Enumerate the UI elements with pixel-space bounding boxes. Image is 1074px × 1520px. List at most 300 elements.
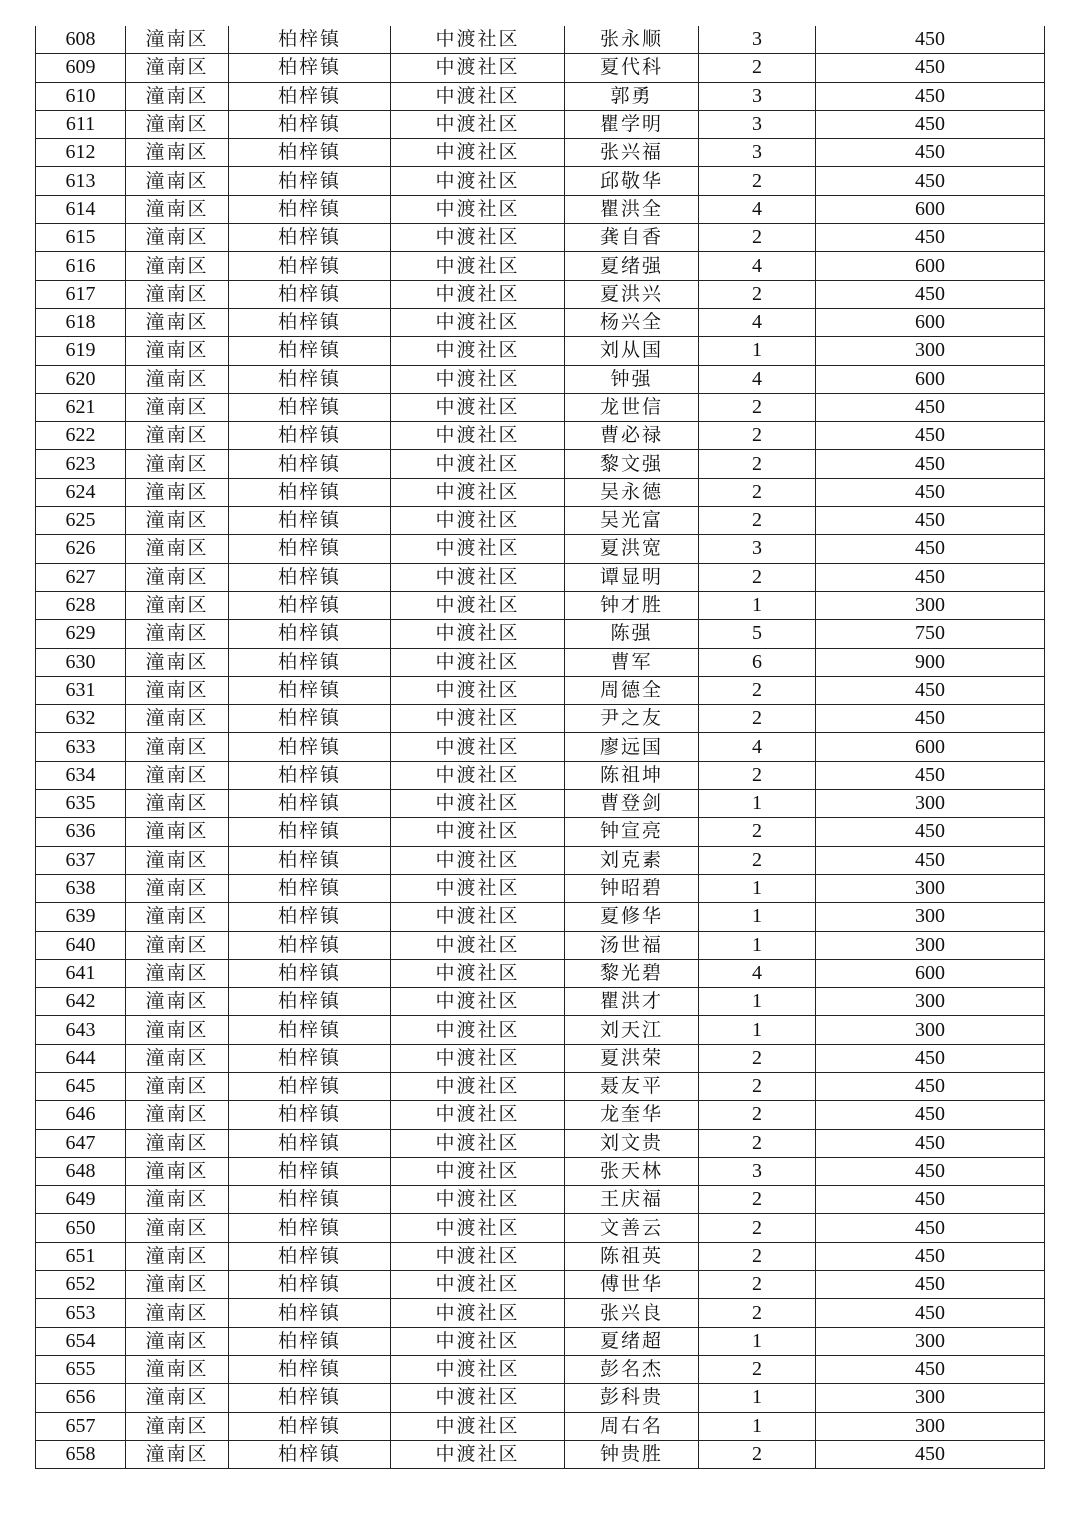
community-cell: 中渡社区 [391,705,565,733]
community-cell: 中渡社区 [391,280,565,308]
community-cell: 中渡社区 [391,620,565,648]
table-body [36,26,1045,1469]
row-number-cell: 643 [36,1016,126,1044]
amount-cell: 450 [816,110,1045,138]
row-number-cell: 654 [36,1327,126,1355]
name-cell: 曹登剑 [565,790,699,818]
town-cell: 柏梓镇 [229,252,391,280]
community-cell: 中渡社区 [391,167,565,195]
district-cell: 潼南区 [126,1157,229,1185]
household-size-cell: 2 [699,1072,816,1100]
table-row [36,252,1045,280]
amount-cell: 450 [816,1129,1045,1157]
name-cell: 陈强 [565,620,699,648]
town-cell: 柏梓镇 [229,705,391,733]
district-cell: 潼南区 [126,1129,229,1157]
community-cell: 中渡社区 [391,1242,565,1270]
table-row [36,1384,1045,1412]
name-cell: 钟贵胜 [565,1440,699,1468]
row-number-cell: 623 [36,450,126,478]
town-cell: 柏梓镇 [229,1214,391,1242]
amount-cell: 300 [816,1327,1045,1355]
name-cell: 夏修华 [565,903,699,931]
table-row [36,195,1045,223]
community-cell: 中渡社区 [391,110,565,138]
household-size-cell: 2 [699,507,816,535]
amount-cell: 300 [816,1412,1045,1440]
row-number-cell: 624 [36,478,126,506]
community-cell: 中渡社区 [391,1129,565,1157]
town-cell: 柏梓镇 [229,648,391,676]
row-number-cell: 647 [36,1129,126,1157]
town-cell: 柏梓镇 [229,280,391,308]
household-size-cell: 2 [699,1355,816,1383]
table-row [36,790,1045,818]
town-cell: 柏梓镇 [229,1044,391,1072]
table-row [36,648,1045,676]
community-cell: 中渡社区 [391,846,565,874]
row-number-cell: 610 [36,82,126,110]
amount-cell: 450 [816,1072,1045,1100]
amount-cell: 600 [816,195,1045,223]
district-cell: 潼南区 [126,988,229,1016]
town-cell: 柏梓镇 [229,790,391,818]
household-size-cell: 2 [699,54,816,82]
amount-cell: 450 [816,82,1045,110]
amount-cell: 900 [816,648,1045,676]
district-cell: 潼南区 [126,54,229,82]
name-cell: 张兴良 [565,1299,699,1327]
district-cell: 潼南区 [126,1412,229,1440]
household-size-cell: 2 [699,280,816,308]
household-size-cell: 2 [699,422,816,450]
name-cell: 瞿洪全 [565,195,699,223]
table-row [36,874,1045,902]
amount-cell: 450 [816,1299,1045,1327]
name-cell: 龙奎华 [565,1101,699,1129]
amount-cell: 450 [816,846,1045,874]
district-cell: 潼南区 [126,591,229,619]
community-cell: 中渡社区 [391,1101,565,1129]
amount-cell: 450 [816,54,1045,82]
household-size-cell: 2 [699,450,816,478]
table-row [36,1412,1045,1440]
amount-cell: 450 [816,563,1045,591]
row-number-cell: 641 [36,959,126,987]
district-cell: 潼南区 [126,1355,229,1383]
community-cell: 中渡社区 [391,54,565,82]
district-cell: 潼南区 [126,761,229,789]
household-size-cell: 2 [699,1242,816,1270]
table-row [36,1214,1045,1242]
amount-cell: 600 [816,959,1045,987]
town-cell: 柏梓镇 [229,1016,391,1044]
household-size-cell: 3 [699,139,816,167]
table-row [36,761,1045,789]
row-number-cell: 650 [36,1214,126,1242]
household-size-cell: 2 [699,705,816,733]
table-row [36,110,1045,138]
row-number-cell: 620 [36,365,126,393]
table-row [36,1016,1045,1044]
table-row [36,26,1045,54]
amount-cell: 450 [816,535,1045,563]
name-cell: 刘文贵 [565,1129,699,1157]
table-row [36,959,1045,987]
row-number-cell: 648 [36,1157,126,1185]
town-cell: 柏梓镇 [229,308,391,336]
district-cell: 潼南区 [126,648,229,676]
town-cell: 柏梓镇 [229,1242,391,1270]
name-cell: 夏绪超 [565,1327,699,1355]
row-number-cell: 657 [36,1412,126,1440]
household-size-cell: 2 [699,676,816,704]
town-cell: 柏梓镇 [229,1440,391,1468]
table-row [36,535,1045,563]
amount-cell: 750 [816,620,1045,648]
row-number-cell: 632 [36,705,126,733]
amount-cell: 450 [816,139,1045,167]
household-size-cell: 4 [699,195,816,223]
community-cell: 中渡社区 [391,26,565,54]
town-cell: 柏梓镇 [229,1327,391,1355]
name-cell: 廖远国 [565,733,699,761]
community-cell: 中渡社区 [391,195,565,223]
community-cell: 中渡社区 [391,224,565,252]
table-row [36,422,1045,450]
table-row [36,450,1045,478]
name-cell: 吴光富 [565,507,699,535]
amount-cell: 450 [816,1044,1045,1072]
row-number-cell: 628 [36,591,126,619]
table-row [36,846,1045,874]
household-size-cell: 2 [699,224,816,252]
household-size-cell: 6 [699,648,816,676]
row-number-cell: 638 [36,874,126,902]
household-size-cell: 2 [699,563,816,591]
town-cell: 柏梓镇 [229,733,391,761]
table-row [36,1271,1045,1299]
district-cell: 潼南区 [126,110,229,138]
district-cell: 潼南区 [126,252,229,280]
row-number-cell: 619 [36,337,126,365]
amount-cell: 300 [816,1384,1045,1412]
community-cell: 中渡社区 [391,1186,565,1214]
household-size-cell: 1 [699,931,816,959]
row-number-cell: 612 [36,139,126,167]
household-size-cell: 1 [699,1327,816,1355]
table-row [36,591,1045,619]
name-cell: 刘天江 [565,1016,699,1044]
town-cell: 柏梓镇 [229,365,391,393]
name-cell: 张兴福 [565,139,699,167]
community-cell: 中渡社区 [391,139,565,167]
district-cell: 潼南区 [126,1242,229,1270]
community-cell: 中渡社区 [391,591,565,619]
community-cell: 中渡社区 [391,1072,565,1100]
amount-cell: 450 [816,167,1045,195]
household-size-cell: 2 [699,167,816,195]
row-number-cell: 611 [36,110,126,138]
name-cell: 陈祖英 [565,1242,699,1270]
community-cell: 中渡社区 [391,1044,565,1072]
household-size-cell: 2 [699,478,816,506]
community-cell: 中渡社区 [391,1440,565,1468]
row-number-cell: 629 [36,620,126,648]
table-row [36,620,1045,648]
community-cell: 中渡社区 [391,365,565,393]
table-row [36,139,1045,167]
table-row [36,393,1045,421]
household-size-cell: 2 [699,1271,816,1299]
amount-cell: 300 [816,790,1045,818]
town-cell: 柏梓镇 [229,167,391,195]
amount-cell: 300 [816,988,1045,1016]
table-row [36,1101,1045,1129]
household-size-cell: 2 [699,1186,816,1214]
table-row [36,308,1045,336]
town-cell: 柏梓镇 [229,591,391,619]
community-cell: 中渡社区 [391,1271,565,1299]
district-cell: 潼南区 [126,478,229,506]
amount-cell: 450 [816,1214,1045,1242]
community-cell: 中渡社区 [391,931,565,959]
row-number-cell: 634 [36,761,126,789]
district-cell: 潼南区 [126,1214,229,1242]
town-cell: 柏梓镇 [229,1129,391,1157]
row-number-cell: 642 [36,988,126,1016]
household-size-cell: 2 [699,1440,816,1468]
row-number-cell: 649 [36,1186,126,1214]
amount-cell: 450 [816,761,1045,789]
community-cell: 中渡社区 [391,563,565,591]
town-cell: 柏梓镇 [229,337,391,365]
community-cell: 中渡社区 [391,308,565,336]
district-cell: 潼南区 [126,82,229,110]
district-cell: 潼南区 [126,1016,229,1044]
district-cell: 潼南区 [126,535,229,563]
town-cell: 柏梓镇 [229,224,391,252]
name-cell: 夏洪兴 [565,280,699,308]
district-cell: 潼南区 [126,1271,229,1299]
table-row [36,1157,1045,1185]
town-cell: 柏梓镇 [229,450,391,478]
name-cell: 张天林 [565,1157,699,1185]
table-row [36,82,1045,110]
district-cell: 潼南区 [126,1384,229,1412]
row-number-cell: 626 [36,535,126,563]
table-row [36,818,1045,846]
amount-cell: 450 [816,818,1045,846]
table-row [36,1327,1045,1355]
table-row [36,337,1045,365]
town-cell: 柏梓镇 [229,26,391,54]
town-cell: 柏梓镇 [229,478,391,506]
name-cell: 邱敬华 [565,167,699,195]
table-row [36,1044,1045,1072]
district-cell: 潼南区 [126,1101,229,1129]
town-cell: 柏梓镇 [229,761,391,789]
town-cell: 柏梓镇 [229,959,391,987]
row-number-cell: 644 [36,1044,126,1072]
town-cell: 柏梓镇 [229,1101,391,1129]
community-cell: 中渡社区 [391,393,565,421]
name-cell: 龙世信 [565,393,699,421]
name-cell: 瞿学明 [565,110,699,138]
table-row [36,1129,1045,1157]
district-cell: 潼南区 [126,790,229,818]
community-cell: 中渡社区 [391,1299,565,1327]
district-cell: 潼南区 [126,167,229,195]
district-cell: 潼南区 [126,450,229,478]
amount-cell: 600 [816,252,1045,280]
name-cell: 杨兴全 [565,308,699,336]
household-size-cell: 2 [699,393,816,421]
town-cell: 柏梓镇 [229,988,391,1016]
name-cell: 谭显明 [565,563,699,591]
row-number-cell: 618 [36,308,126,336]
amount-cell: 300 [816,903,1045,931]
community-cell: 中渡社区 [391,988,565,1016]
town-cell: 柏梓镇 [229,1186,391,1214]
row-number-cell: 630 [36,648,126,676]
table-row [36,988,1045,1016]
town-cell: 柏梓镇 [229,818,391,846]
amount-cell: 600 [816,733,1045,761]
community-cell: 中渡社区 [391,1157,565,1185]
district-cell: 潼南区 [126,1299,229,1327]
community-cell: 中渡社区 [391,1384,565,1412]
district-cell: 潼南区 [126,308,229,336]
row-number-cell: 651 [36,1242,126,1270]
district-cell: 潼南区 [126,676,229,704]
household-size-cell: 1 [699,1412,816,1440]
household-size-cell: 2 [699,1129,816,1157]
community-cell: 中渡社区 [391,450,565,478]
row-number-cell: 617 [36,280,126,308]
amount-cell: 450 [816,393,1045,421]
table-row [36,733,1045,761]
town-cell: 柏梓镇 [229,54,391,82]
household-size-cell: 1 [699,874,816,902]
community-cell: 中渡社区 [391,676,565,704]
row-number-cell: 615 [36,224,126,252]
district-cell: 潼南区 [126,959,229,987]
community-cell: 中渡社区 [391,1016,565,1044]
row-number-cell: 635 [36,790,126,818]
name-cell: 王庆福 [565,1186,699,1214]
amount-cell: 450 [816,26,1045,54]
allowance-table [35,26,1045,1469]
district-cell: 潼南区 [126,1072,229,1100]
amount-cell: 450 [816,1271,1045,1299]
district-cell: 潼南区 [126,733,229,761]
name-cell: 曹军 [565,648,699,676]
community-cell: 中渡社区 [391,1412,565,1440]
table-row [36,365,1045,393]
district-cell: 潼南区 [126,931,229,959]
town-cell: 柏梓镇 [229,1384,391,1412]
town-cell: 柏梓镇 [229,139,391,167]
household-size-cell: 2 [699,1044,816,1072]
row-number-cell: 646 [36,1101,126,1129]
household-size-cell: 1 [699,591,816,619]
row-number-cell: 653 [36,1299,126,1327]
name-cell: 陈祖坤 [565,761,699,789]
household-size-cell: 1 [699,1016,816,1044]
amount-cell: 450 [816,1186,1045,1214]
community-cell: 中渡社区 [391,648,565,676]
row-number-cell: 656 [36,1384,126,1412]
community-cell: 中渡社区 [391,478,565,506]
name-cell: 黎光碧 [565,959,699,987]
town-cell: 柏梓镇 [229,82,391,110]
amount-cell: 450 [816,705,1045,733]
household-size-cell: 2 [699,1299,816,1327]
name-cell: 黎文强 [565,450,699,478]
row-number-cell: 655 [36,1355,126,1383]
district-cell: 潼南区 [126,846,229,874]
name-cell: 尹之友 [565,705,699,733]
district-cell: 潼南区 [126,1440,229,1468]
name-cell: 刘克素 [565,846,699,874]
town-cell: 柏梓镇 [229,1355,391,1383]
table-row [36,1242,1045,1270]
household-size-cell: 3 [699,82,816,110]
household-size-cell: 3 [699,1157,816,1185]
community-cell: 中渡社区 [391,422,565,450]
name-cell: 钟强 [565,365,699,393]
amount-cell: 450 [816,1355,1045,1383]
name-cell: 郭勇 [565,82,699,110]
household-size-cell: 4 [699,733,816,761]
row-number-cell: 616 [36,252,126,280]
row-number-cell: 614 [36,195,126,223]
town-cell: 柏梓镇 [229,676,391,704]
district-cell: 潼南区 [126,903,229,931]
name-cell: 瞿洪才 [565,988,699,1016]
table-row [36,563,1045,591]
district-cell: 潼南区 [126,195,229,223]
community-cell: 中渡社区 [391,959,565,987]
community-cell: 中渡社区 [391,818,565,846]
district-cell: 潼南区 [126,393,229,421]
community-cell: 中渡社区 [391,1214,565,1242]
town-cell: 柏梓镇 [229,422,391,450]
town-cell: 柏梓镇 [229,563,391,591]
household-size-cell: 4 [699,308,816,336]
row-number-cell: 639 [36,903,126,931]
amount-cell: 300 [816,1016,1045,1044]
name-cell: 周右名 [565,1412,699,1440]
district-cell: 潼南区 [126,874,229,902]
table-row [36,903,1045,931]
name-cell: 周德全 [565,676,699,704]
household-size-cell: 4 [699,959,816,987]
household-size-cell: 3 [699,26,816,54]
amount-cell: 450 [816,1440,1045,1468]
household-size-cell: 4 [699,365,816,393]
table-row [36,1299,1045,1327]
amount-cell: 450 [816,1157,1045,1185]
community-cell: 中渡社区 [391,761,565,789]
name-cell: 彭科贵 [565,1384,699,1412]
community-cell: 中渡社区 [391,82,565,110]
community-cell: 中渡社区 [391,337,565,365]
district-cell: 潼南区 [126,818,229,846]
town-cell: 柏梓镇 [229,393,391,421]
district-cell: 潼南区 [126,705,229,733]
